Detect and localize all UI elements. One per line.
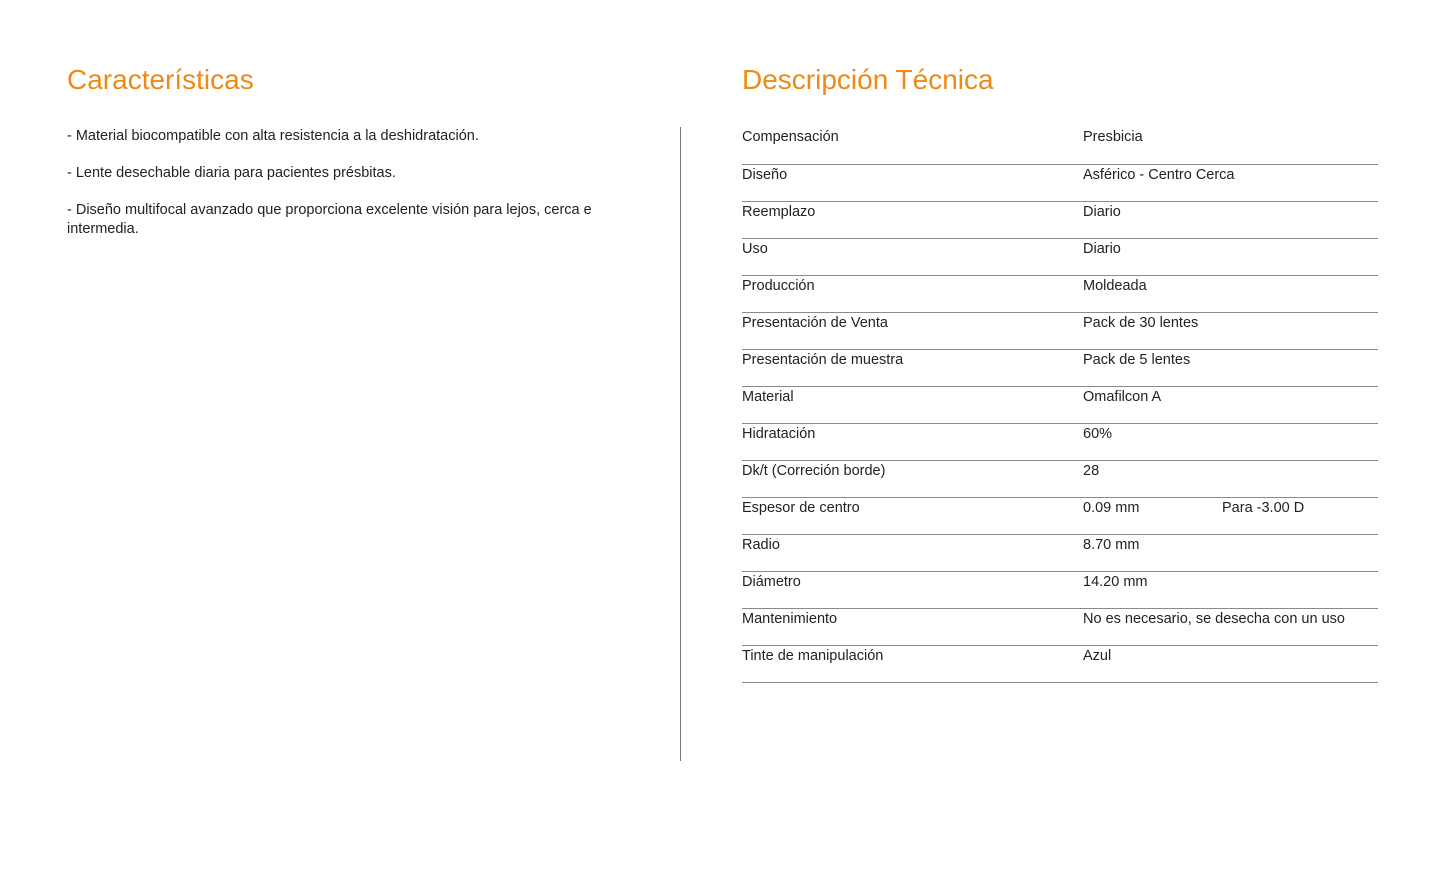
spec-value: Diario: [1083, 201, 1378, 238]
spec-label: Reemplazo: [742, 201, 1083, 238]
spec-label: Tinte de manipulación: [742, 645, 1083, 682]
spec-value: 14.20 mm: [1083, 571, 1378, 608]
spec-row-material: [742, 386, 1378, 423]
spec-label: Material: [742, 386, 1083, 423]
spec-row-reemplazo: [742, 201, 1378, 238]
spec-value: 28: [1083, 460, 1378, 497]
spec-row-hidratacion: [742, 423, 1378, 460]
spec-row-mantenimiento: [742, 608, 1378, 645]
spec-row-espesor-centro: [742, 497, 1378, 534]
spec-label: Producción: [742, 275, 1083, 312]
spec-row-uso: [742, 238, 1378, 275]
spec-table: [742, 127, 1378, 683]
caracteristica-item: - Diseño multifocal avanzado que proporciona excelente visión para lejos, cerca e intermedia.: [67, 202, 592, 237]
spec-value: 0.09 mm: [1083, 497, 1222, 534]
spec-row-dkt: [742, 460, 1378, 497]
spec-row-diseno: [742, 164, 1378, 201]
spec-value: Presbicia: [1083, 127, 1378, 164]
spec-value: 8.70 mm: [1083, 534, 1378, 571]
spec-row-produccion: [742, 275, 1378, 312]
spec-value: Pack de 30 lentes: [1083, 312, 1378, 349]
column-divider: [680, 127, 681, 761]
spec-label: Espesor de centro: [742, 497, 1083, 534]
caracteristicas-title: Características: [67, 64, 254, 95]
spec-label: Hidratación: [742, 423, 1083, 460]
caracteristica-item: - Lente desechable diaria para pacientes présbitas.: [67, 165, 396, 181]
spec-label: Presentación de Venta: [742, 312, 1083, 349]
spec-value: Asférico - Centro Cerca: [1083, 164, 1378, 201]
spec-label: Dk/t (Correción borde): [742, 460, 1083, 497]
spec-value: No es necesario, se desecha con un uso: [1083, 608, 1378, 645]
spec-label: Diámetro: [742, 571, 1083, 608]
spec-row-radio: [742, 534, 1378, 571]
spec-row-presentacion-venta: [742, 312, 1378, 349]
spec-value: Azul: [1083, 645, 1378, 682]
descripcion-tecnica-title: Descripción Técnica: [742, 64, 994, 95]
spec-value: 60%: [1083, 423, 1378, 460]
spec-label: Radio: [742, 534, 1083, 571]
spec-label: Compensación: [742, 127, 1083, 164]
spec-row-tinte: [742, 645, 1378, 682]
spec-row-compensacion: [742, 127, 1378, 164]
spec-extra: Para -3.00 D: [1222, 497, 1378, 534]
spec-label: Mantenimiento: [742, 608, 1083, 645]
spec-row-diametro: [742, 571, 1378, 608]
spec-value: Diario: [1083, 238, 1378, 275]
spec-label: Diseño: [742, 164, 1083, 201]
spec-label: Uso: [742, 238, 1083, 275]
spec-value: Omafilcon A: [1083, 386, 1378, 423]
caracteristicas-list: [67, 127, 597, 257]
caracteristica-item: - Material biocompatible con alta resistencia a la deshidratación.: [67, 128, 479, 144]
spec-value: Moldeada: [1083, 275, 1378, 312]
spec-row-presentacion-muestra: [742, 349, 1378, 386]
spec-value: Pack de 5 lentes: [1083, 349, 1378, 386]
spec-label: Presentación de muestra: [742, 349, 1083, 386]
